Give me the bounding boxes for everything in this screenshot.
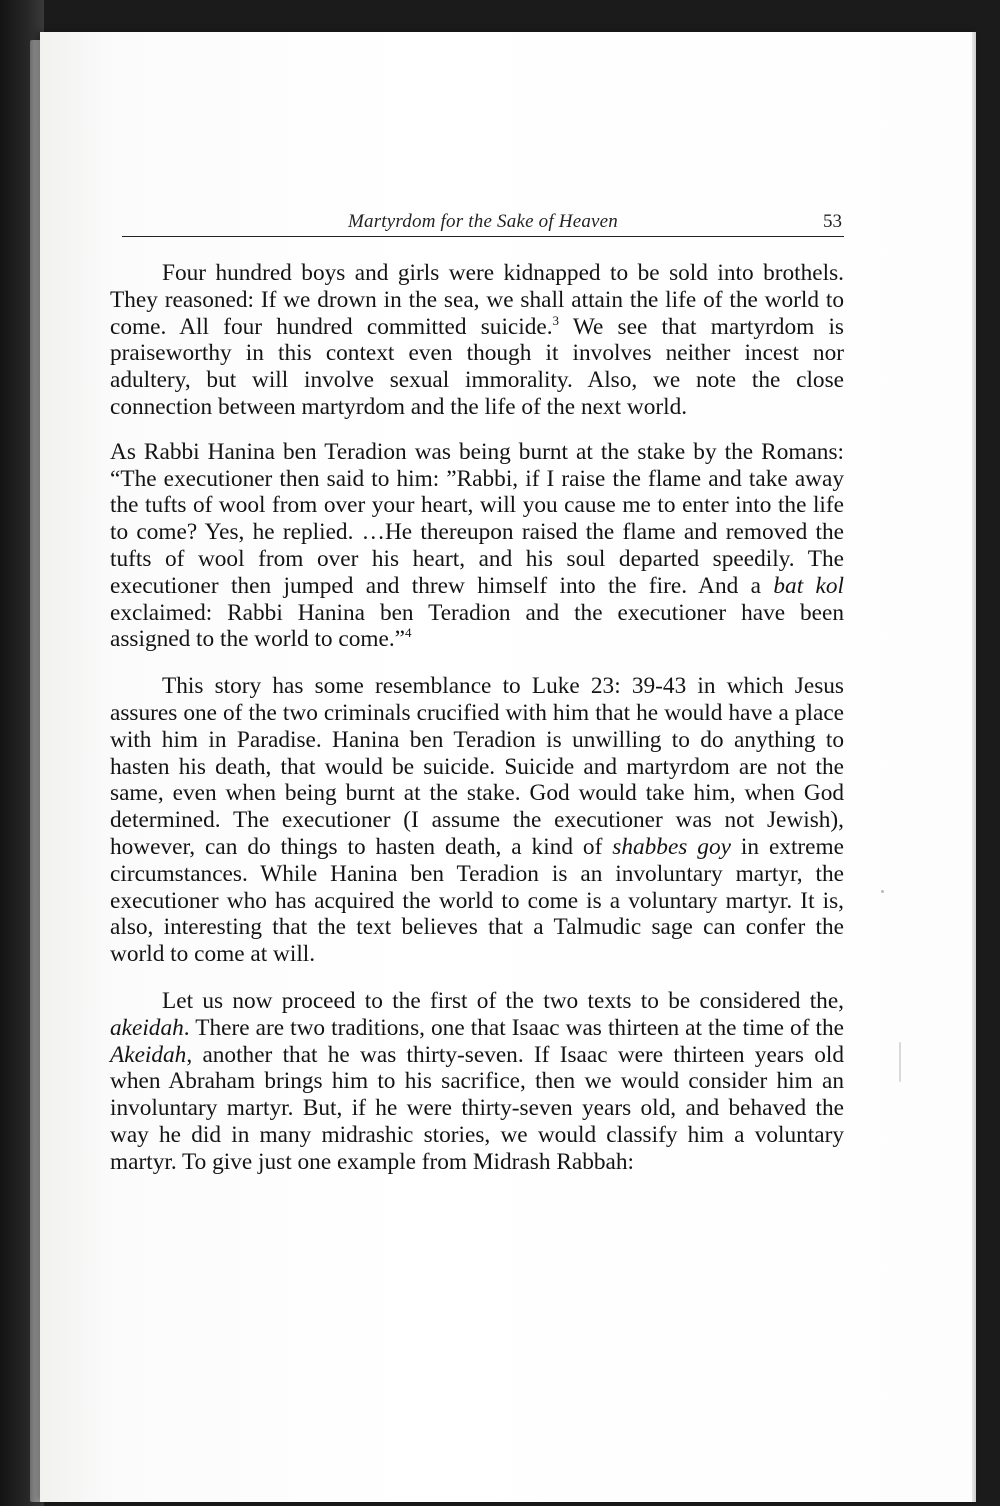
- paragraph-3-text-b: in extreme circumstances. While Hanina ben Teradion is an involuntary martyr, the executioner who has acquired the world to come is a voluntary martyr. It is, also, interesting that the text believes that a Talmudic sage can confer the world to come at will.: [110, 833, 844, 968]
- footnote-ref-3: 3: [552, 312, 560, 328]
- book-page: [40, 32, 976, 1502]
- paragraph-2-text-b: exclaimed: Rabbi Hanina ben Teradion and the executioner have been assigned to the world to come.”: [110, 599, 844, 653]
- paragraph-1-text-a: Four hundred boys and girls were kidnapped to be sold into brothels. They reasoned: If we drown in the sea, we shall attain the life of the world to come. All four hundred committed suicide.: [110, 260, 844, 340]
- paper-speck: [881, 890, 884, 893]
- paragraph-2: [110, 439, 844, 653]
- paragraph-2-text-a: As Rabbi Hanina ben Teradion was being burnt at the stake by the Romans: “The executioner then said to him: ”Rabbi, if I raise the flame and take away the tufts of wool from over your heart, will you cause me to enter into the life to come? Yes, he replied. …He thereupon raised the flame and removed the tufts of wool from over his heart, and his soul departed speedily. The executioner then jumped and threw himself into the fire. And a: [110, 438, 844, 599]
- page-number: 53: [823, 211, 842, 232]
- running-title: Martyrdom for the Sake of Heaven: [347, 211, 619, 232]
- paper-mark: [899, 1042, 901, 1082]
- paragraph-4: [110, 988, 844, 1176]
- paragraph-1-text-b: We see that martyrdom is praiseworthy in this context even though it involves neither incest nor adultery, but will involve sexual immorality. Also, we note the close connection between martyrdom and the life of the next world.: [110, 313, 845, 420]
- paragraph-3-text-a: This story has some resemblance to Luke 23: 39-43 in which Jesus assures one of the two criminals crucified with him that he would have a place with him in Paradise. Hanina ben Teradion is unwilling to do anything to hasten his death, that would be suicide. Suicide and martyrdom are not the same, even when being burnt at the stake. God would take him, when God determined. The executioner (I assume the executioner was not Jewish), however, can do things to hasten death, a kind of: [110, 673, 844, 860]
- footnote-ref-4: 4: [405, 625, 412, 641]
- paragraph-3: [110, 673, 844, 968]
- paragraph-1: [110, 260, 844, 421]
- paragraph-2-italic-term: bat kol: [773, 572, 844, 599]
- running-head: [122, 210, 844, 237]
- body-text: [110, 260, 844, 1176]
- paragraph-4-text-c: , another that he was thirty-seven. If Isaac were thirteen years old when Abraham brings him to his sacrifice, then we would consider him an involuntary martyr. But, if he were thirty-seven years old, and behaved the way he did in many midrashic stories, we would classify him a voluntary martyr. To give just one example from Midrash Rabbah:: [110, 1041, 844, 1175]
- paragraph-3-italic-term: shabbes goy: [612, 833, 731, 860]
- paragraph-4-italic-term-1: akeidah: [110, 1014, 184, 1041]
- paragraph-4-italic-term-2: Akeidah: [110, 1041, 187, 1068]
- paragraph-4-text-a: Let us now proceed to the first of the two texts to be considered the,: [162, 987, 844, 1014]
- page-right-edge: [972, 32, 976, 1502]
- paragraph-4-text-b: . There are two traditions, one that Isaac was thirteen at the time of the: [183, 1014, 844, 1041]
